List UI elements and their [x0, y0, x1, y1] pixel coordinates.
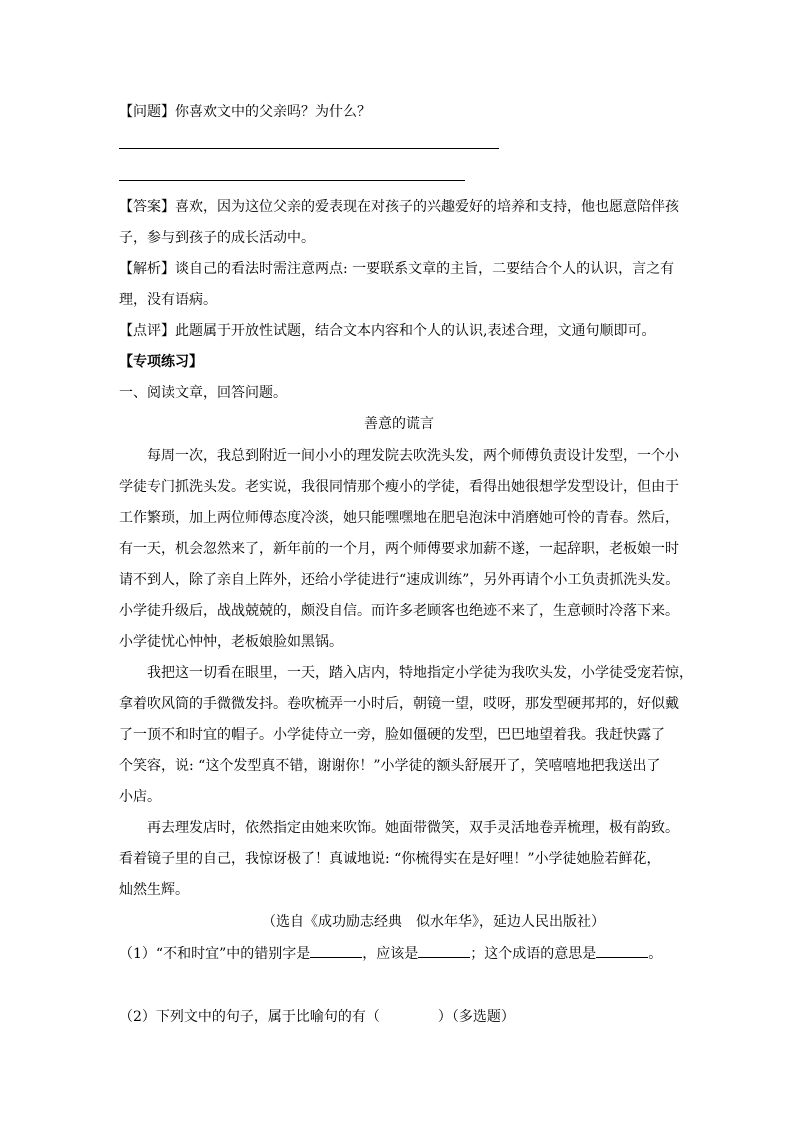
analysis-tag: 【解析】 — [119, 261, 175, 277]
article-p1-line-5: 请不到人，除了亲自上阵外，还给小学徒进行“速成训练”，另外再请个小工负责抓洗头发。 — [119, 572, 680, 588]
article-p3-line-2: 看着镜子里的自己，我惊讶极了！真诚地说: “你梳得实在是好哩！”小学徒她脸若鲜花， — [119, 851, 661, 867]
q1-end: 。 — [648, 946, 663, 962]
q1-mid-2: ；这个成语的意思是 — [470, 946, 597, 962]
article-p3-line-3: 灿然生辉。 — [119, 882, 189, 898]
q2-prefix: （2）下列文中的句子，属于比喻句的有（ — [119, 1009, 380, 1025]
article-p1-line-4: 有一天，机会忽然来了，新年前的一个月，两个师傅要求加薪不遂，一起辞职，老板娘一时 — [119, 541, 679, 557]
answer-text-2: 子，参与到孩子的成长活动中。 — [119, 230, 315, 246]
comment-text: 此题属于开放性试题，结合文本内容和个人的认识,表述合理，文通句顺即可。 — [175, 323, 656, 339]
question-line — [119, 102, 679, 122]
q1-blank-wrong-char[interactable] — [310, 943, 362, 958]
q1-blank-correct-char[interactable] — [418, 943, 470, 958]
article-p1-line-1: 每周一次，我总到附近一间小小的理发院去吹洗头发，两个师傅负责设计发型，一个小 — [147, 448, 679, 464]
article-source: （选自《成功励志经典 似水年华》，延边人民出版社） — [262, 914, 605, 930]
answer-text-1: 喜欢，因为这位父亲的爱表现在对孩子的兴趣爱好的培养和支持，他也愿意陪伴孩 — [175, 199, 679, 215]
article-p2-line-2: 拿着吹风筒的手微微发抖。卷吹梳弄一小时后，朝镜一望，哎呀，那发型硬邦邦的，好似戴 — [119, 696, 679, 712]
practice-header: 【专项练习】 — [119, 354, 203, 370]
analysis-text-1: 谈自己的看法时需注意两点: 一要联系文章的主旨，二要结合个人的认识，言之有 — [175, 261, 675, 277]
article-p3-line-1: 再去理发店时，依然指定由她来吹饰。她面带微笑，双手灵活地卷弄梳理，极有韵致。 — [147, 820, 679, 836]
question-tag: 【问题】 — [119, 104, 175, 120]
article-p2-line-5: 小店。 — [119, 789, 161, 805]
section-one-heading: 一、阅读文章，回答问题。 — [119, 385, 287, 401]
article-p2-line-1: 我把这一切看在眼里，一天，踏入店内，特地指定小学徒为我吹头发，小学徒受宠若惊， — [147, 665, 693, 681]
article-p1-line-3: 工作繁琐，加上两位师傅态度冷淡，她只能嘿嘿地在肥皂泡沫中消磨她可怜的青春。然后， — [119, 510, 679, 526]
question-text: 你喜欢文中的父亲吗？为什么？ — [175, 104, 371, 120]
answer-tag: 【答案】 — [119, 199, 175, 215]
article-p2-line-4: 个笑容，说: “这个发型真不错，谢谢你！”小学徒的额头舒展开了，笑嘻嘻地把我送出了 — [119, 758, 661, 774]
answer-line-2 — [119, 228, 679, 248]
answer-line-1 — [119, 197, 679, 217]
q2-suffix: ）（多选题） — [437, 1009, 515, 1025]
q1-prefix: （1）“不和时宜”中的错别字是 — [119, 946, 311, 962]
answer-blank-line-2 — [119, 180, 465, 181]
question-1 — [119, 943, 679, 964]
analysis-line-2 — [119, 290, 679, 310]
article-p1-line-6: 小学徒升级后，战战兢兢的，颇没自信。而许多老顾客也绝迹不来了，生意顿时冷落下来。 — [119, 603, 679, 619]
q1-mid-1: ，应该是 — [362, 946, 419, 962]
article-p1-line-7: 小学徒忧心忡忡，老板娘脸如黑锅。 — [119, 634, 343, 650]
article-p1-line-2: 学徒专门抓洗头发。老实说，我很同情那个瘦小的学徒，看得出她很想学发型设计，但由于 — [119, 479, 679, 495]
question-2 — [119, 1007, 679, 1027]
comment-line — [119, 321, 679, 341]
q1-blank-meaning[interactable] — [596, 943, 648, 958]
answer-blank-line-1 — [119, 148, 499, 149]
analysis-line-1 — [119, 259, 679, 279]
article-p2-line-3: 了一顶不和时宜的帽子。小学徒侍立一旁，脸如僵硬的发型，巴巴地望着我。我赶快露了 — [119, 727, 665, 743]
article-title: 善意的谎言 — [364, 416, 434, 432]
analysis-text-2: 理，没有语病。 — [119, 292, 217, 308]
comment-tag: 【点评】 — [119, 323, 175, 339]
